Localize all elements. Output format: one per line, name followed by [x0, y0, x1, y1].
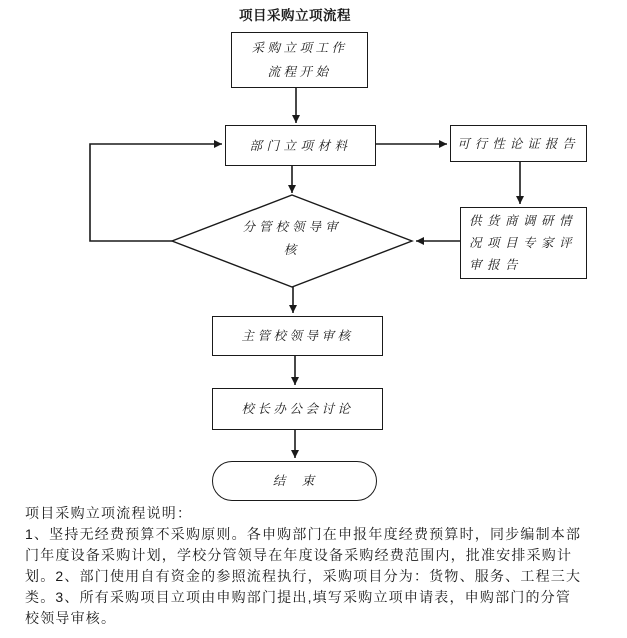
- node-decision-leader-review: [172, 216, 412, 262]
- process-notes-heading: 项目采购立项流程说明：: [25, 505, 193, 521]
- node-decision-leader-review-line2: 核: [283, 243, 301, 257]
- node-supplier-expert-review-line3: 审报告: [469, 258, 524, 272]
- process-notes-line4: 划。2、部门使用自有资金的参照流程执行，采购项目分为：货物、服务、工程三大: [25, 568, 582, 584]
- node-feasibility-report-label: 可行性论证报告: [457, 136, 580, 151]
- node-supervisor-review-label: 主管校领导审核: [241, 329, 354, 343]
- node-president-office-meeting: [212, 388, 383, 430]
- node-supplier-expert-review-line1: 供货商调研情: [469, 214, 578, 228]
- process-notes-line2: 1、坚持无经费预算不采购原则。各申购部门在申报年度经费预算时，同步编制本部: [25, 526, 582, 542]
- node-process-start: [231, 32, 368, 88]
- node-process-start-line2: 流程开始: [267, 65, 332, 79]
- process-notes-line3: 门年度设备采购计划，学校分管领导在年度设备采购经费范围内，批准安排采购计: [25, 547, 573, 563]
- node-end-terminator: [212, 461, 377, 501]
- node-supplier-expert-review: [460, 207, 587, 279]
- node-end-terminator-label: 结 束: [272, 474, 317, 488]
- node-president-office-meeting-label: 校长办公会讨论: [241, 402, 354, 416]
- node-supervisor-review: [212, 316, 383, 356]
- node-process-start-line1: 采购立项工作: [251, 41, 348, 55]
- process-notes: [25, 503, 621, 629]
- node-feasibility-report: [450, 125, 587, 162]
- node-dept-materials-label: 部门立项材料: [249, 138, 352, 153]
- node-decision-leader-review-line1: 分管校领导审: [242, 220, 342, 234]
- process-notes-line6: 校领导审核。: [25, 610, 117, 626]
- node-supplier-expert-review-line2: 况项目专家评: [469, 236, 578, 250]
- process-notes-line5: 类。3、所有采购项目立项由申购部门提出,填写采购立项申请表，申购部门的分管: [25, 589, 572, 605]
- node-dept-materials: [225, 125, 376, 166]
- page-title: 项目采购立项流程: [239, 8, 351, 23]
